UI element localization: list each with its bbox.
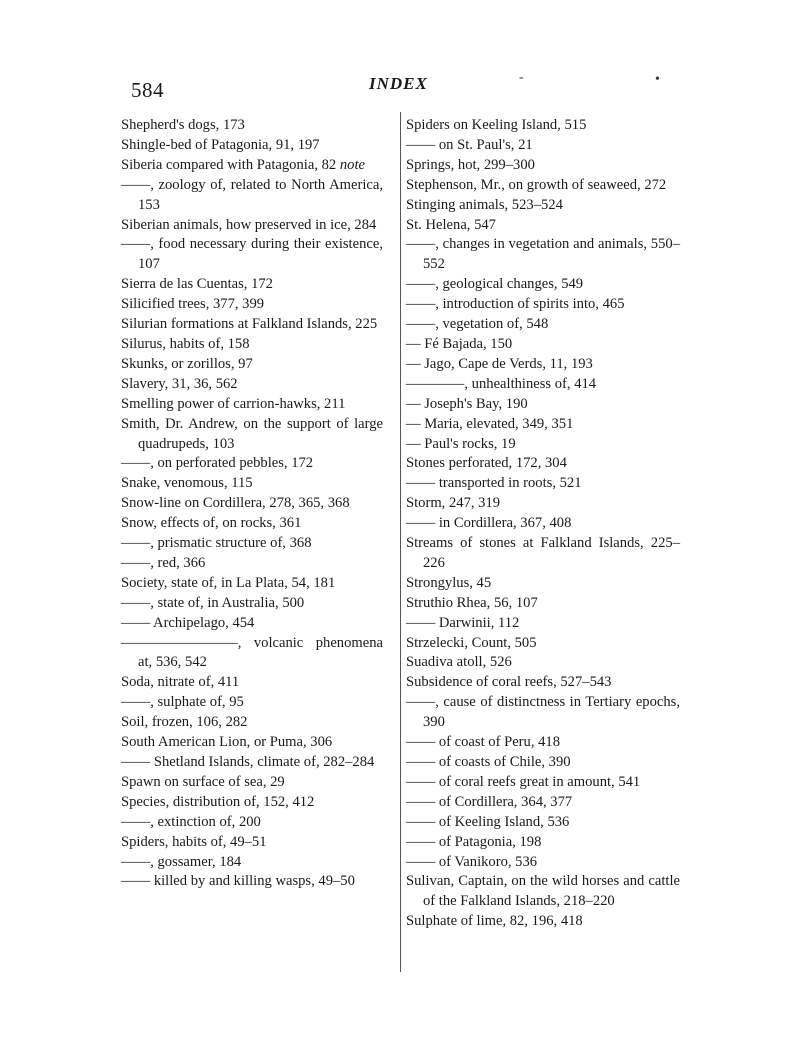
index-entry: — Fé Bajada, 150 (406, 335, 513, 352)
index-entry: — Paul's rocks, 19 (406, 435, 516, 452)
index-entry: —— killed by and killing wasps, 49–50 (121, 873, 355, 890)
index-entry: Suadiva atoll, 526 (406, 654, 512, 671)
index-entry: Slavery, 31, 36, 562 (121, 375, 238, 392)
index-entry: Shepherd's dogs, 173 (121, 117, 245, 133)
page-number: 584 (131, 78, 164, 102)
index-entry: Strongylus, 45 (406, 574, 492, 591)
index-entry: Silurus, habits of, 158 (121, 335, 250, 352)
index-entry: Spiders on Keeling Island, 515 (406, 117, 587, 133)
index-entry: —— Shetland Islands, climate of, 282–284 (121, 754, 375, 770)
index-entry: Strzelecki, Count, 505 (406, 634, 537, 651)
index-entry: ——, zoology of, related to North America, 153 (121, 176, 383, 213)
index-entry: —— of coral reefs great in amount, 541 (406, 773, 641, 790)
index-entry: ——, introduction of spirits into, 465 (406, 296, 625, 313)
index-entry: ——, red, 366 (121, 554, 206, 571)
index-entry: ——, gossamer, 184 (121, 853, 242, 870)
index-entry: —— Archipelago, 454 (121, 614, 255, 631)
index-entry: Society, state of, in La Plata, 54, 181 (121, 574, 336, 591)
index-entry: Siberia compared with Patagonia, 82 note (121, 156, 365, 173)
index-entry: Skunks, or zorillos, 97 (121, 355, 253, 372)
index-entry: Siberian animals, how preserved in ice, 284 (121, 216, 377, 233)
index-entry: ——, on perforated pebbles, 172 (121, 455, 314, 472)
ink-speck: • (655, 72, 660, 87)
index-entry: Soil, frozen, 106, 282 (121, 714, 248, 731)
index-entry: Species, distribution of, 152, 412 (121, 793, 315, 810)
index-entry: Springs, hot, 299–300 (406, 156, 535, 173)
index-entry: Smelling power of carrion-hawks, 211 (121, 395, 346, 412)
index-entry: ————, unhealthiness of, 414 (406, 375, 597, 392)
index-entry: St. Helena, 547 (406, 216, 496, 233)
index-column-right (406, 116, 680, 932)
index-entry: ——, geological changes, 549 (406, 276, 584, 293)
index-entry: Sulivan, Captain, on the wild horses and cattle of the Falkland Islands, 218–220 (406, 873, 680, 910)
index-entry: —— in Cordillera, 367, 408 (406, 515, 572, 532)
index-entry: Soda, nitrate of, 411 (121, 674, 240, 691)
index-entry: Stinging animals, 523–524 (406, 196, 563, 213)
index-entry: Smith, Dr. Andrew, on the support of large quadrupeds, 103 (121, 415, 383, 452)
column-divider (400, 112, 401, 972)
index-entry: Spiders, habits of, 49–51 (121, 833, 267, 850)
index-entry: — Joseph's Bay, 190 (406, 395, 528, 412)
index-entry: ——, vegetation of, 548 (406, 316, 549, 333)
index-entry: Subsidence of coral reefs, 527–543 (406, 674, 612, 691)
index-entry: Silicified trees, 377, 399 (121, 296, 265, 313)
index-entry: Stones perforated, 172, 304 (406, 455, 567, 472)
index-column-left (121, 116, 383, 892)
index-entry: Streams of stones at Falkland Islands, 225–226 (406, 535, 680, 571)
index-entry: ——, state of, in Australia, 500 (121, 594, 305, 611)
index-entry: Storm, 247, 319 (406, 495, 501, 512)
index-entry: ——, changes in vegetation and animals, 550–552 (406, 236, 680, 273)
index-entry: —— of Patagonia, 198 (406, 833, 542, 850)
index-entry: Spawn on surface of sea, 29 (121, 773, 285, 790)
index-entry: —— of coasts of Chile, 390 (406, 754, 571, 770)
index-entry: Silurian formations at Falkland Islands, 225 (121, 316, 378, 333)
index-entry: —— of coast of Peru, 418 (406, 734, 561, 751)
index-entry: Snow, effects of, on rocks, 361 (121, 515, 302, 532)
index-entry: Snake, venomous, 115 (121, 475, 253, 492)
index-entry: South American Lion, or Puma, 306 (121, 734, 333, 751)
index-entry: —— Darwinii, 112 (406, 614, 520, 631)
running-head: INDEX (369, 74, 428, 93)
index-entry: — Jago, Cape de Verds, 11, 193 (406, 355, 593, 372)
index-entry: ——, cause of distinctness in Tertiary epochs, 390 (406, 694, 680, 731)
index-entry: Sulphate of lime, 82, 196, 418 (406, 913, 583, 930)
index-entry: Sierra de las Cuentas, 172 (121, 276, 273, 293)
index-entry: —— transported in roots, 521 (406, 475, 582, 492)
index-entry: —— of Vanikoro, 536 (406, 853, 538, 870)
index-entry: —— of Cordillera, 364, 377 (406, 793, 573, 810)
index-entry: Struthio Rhea, 56, 107 (406, 594, 538, 611)
index-entry: ——, extinction of, 200 (121, 813, 261, 830)
index-entry: ——, food necessary during their existence, 107 (121, 236, 383, 273)
index-entry: — Maria, elevated, 349, 351 (406, 415, 574, 432)
index-entry: ——, sulphate of, 95 (121, 694, 244, 711)
index-entry: ——, prismatic structure of, 368 (121, 535, 312, 552)
index-entry: Snow-line on Cordillera, 278, 365, 368 (121, 495, 350, 512)
ink-speck: - (519, 70, 524, 85)
index-entry: Shingle-bed of Patagonia, 91, 197 (121, 136, 320, 153)
index-entry: ————————, volcanic phenomena at, 536, 542 (121, 634, 383, 671)
index-entry: —— on St. Paul's, 21 (406, 136, 533, 153)
index-entry: Stephenson, Mr., on growth of seaweed, 272 (406, 176, 667, 193)
index-entry: —— of Keeling Island, 536 (406, 813, 570, 830)
